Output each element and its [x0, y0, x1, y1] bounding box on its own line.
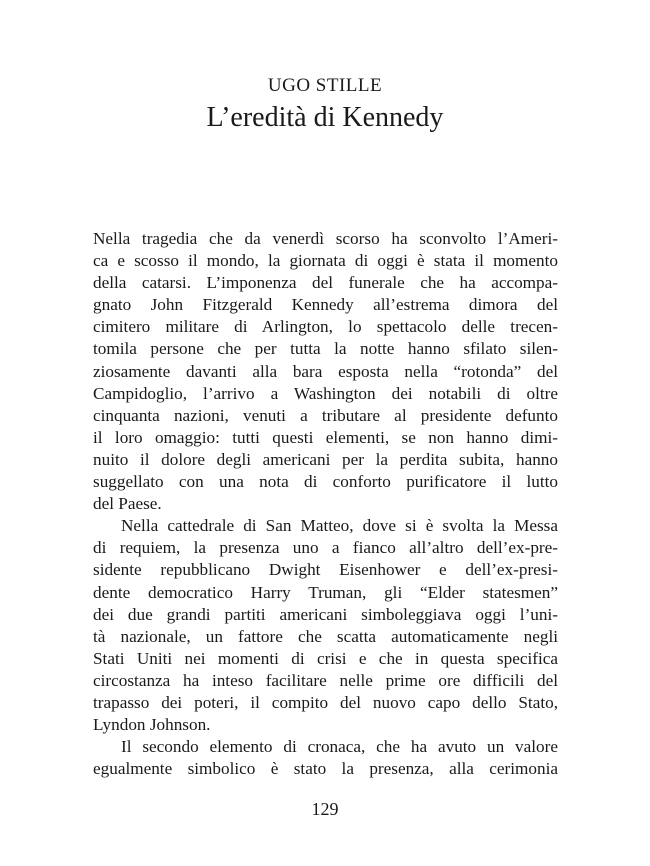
- text-line: trapasso dei poteri, il compito del nuovo capo dello Stato,: [93, 692, 558, 712]
- text-line: del Paese.: [93, 494, 162, 514]
- text-line: egualmente simbolico è stato la presenza, alla cerimonia: [93, 759, 558, 779]
- text-line: circostanza ha inteso facilitare nelle prime ore difficili del: [93, 670, 558, 690]
- text-line: Campidoglio, l’arrivo a Washington dei notabili di oltre: [93, 383, 558, 403]
- text-line: cinquanta nazioni, venuti a tributare al presidente defunto: [93, 405, 558, 425]
- chapter-title: L’eredità di Kennedy: [206, 102, 444, 133]
- text-line: Il secondo elemento di cronaca, che ha avuto un valore: [121, 737, 558, 757]
- text-line: di requiem, la presenza uno a fianco all’altro dell’ex-pre-: [93, 538, 558, 558]
- text-line: dente democratico Harry Truman, gli “Elder statesmen”: [93, 582, 558, 602]
- paragraph: [93, 515, 558, 736]
- text-line: Nella cattedrale di San Matteo, dove si è svolta la Messa: [121, 516, 558, 536]
- text-line: il loro omaggio: tutti questi elementi, se non hanno dimi-: [93, 427, 558, 447]
- page-number: 129: [311, 799, 339, 819]
- text-line: sidente repubblicano Dwight Eisenhower e dell’ex-presi-: [93, 560, 558, 580]
- text-line: Stati Uniti nei momenti di crisi e che in questa specifica: [93, 648, 558, 668]
- text-line: dei due grandi partiti americani simboleggiava oggi l’uni-: [93, 604, 558, 624]
- chapter-header: [0, 74, 650, 136]
- body-text: [93, 228, 558, 780]
- paragraph: [93, 736, 558, 780]
- text-line: della catarsi. L’imponenza del funerale che ha accompa-: [93, 273, 558, 293]
- text-line: ziosamente davanti alla bara esposta nella “rotonda” del: [93, 361, 558, 381]
- author-name: UGO STILLE: [267, 75, 383, 96]
- text-line: suggellato con una nota di conforto purificatore il lutto: [93, 472, 558, 492]
- text-line: tomila persone che per tutta la notte hanno sfilato silen-: [93, 339, 558, 359]
- paragraph: [93, 228, 558, 515]
- text-line: nuito il dolore degli americani per la perdita subita, hanno: [93, 449, 558, 469]
- text-line: cimitero militare di Arlington, lo spettacolo delle trecen-: [93, 317, 558, 337]
- text-line: Nella tragedia che da venerdì scorso ha sconvolto l’Ameri-: [93, 229, 558, 248]
- text-line: gnato John Fitzgerald Kennedy all’estrema dimora del: [93, 295, 558, 315]
- text-line: ca e scosso il mondo, la giornata di oggi è stata il momento: [93, 251, 558, 271]
- text-line: tà nazionale, un fattore che scatta automaticamente negli: [93, 626, 558, 646]
- text-line: Lyndon Johnson.: [93, 715, 211, 735]
